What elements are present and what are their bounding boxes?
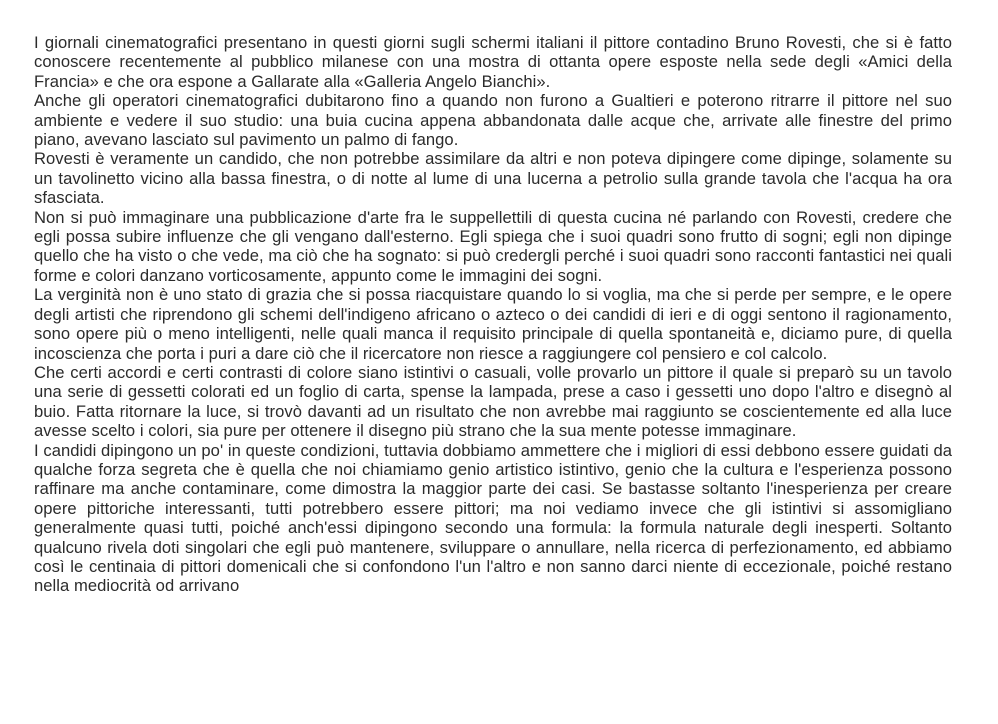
paragraph-chalk-experiment: Che certi accordi e certi contrasti di colore siano istintivi o casuali, volle provarlo un pittore il quale si preparò su un tavolo una serie di gessetti colorati ed un foglio di carta, spense la lampada, prese a caso i gessetti uno dopo l'altro e disegnò al buio. Fatta ritornare la luce, si trovò davanti ad un risultato che non avrebbe mai raggiunto se coscientemente ed alla luce avesse scelto i colori, sia pure per ottenere il disegno più strano che la sua mente potesse immaginare. (34, 362, 952, 441)
paragraph-dreams: Non si può immaginare una pubblicazione d'arte fra le suppellettili di questa cucina né parlando con Rovesti, credere che egli possa subire influenze che gli vengano dall'esterno. Egli spiega che i suoi quadri sono frutto di sogni; egli non dipinge quello che ha visto o che vede, ma ciò che ha sognato: si può credergli perché i suoi quadri sono racconti fantastici nei quali forme e colori danzano vorticosamente, appunto come le immagini dei sogni. (34, 207, 952, 285)
paragraph-cinema-operators: Anche gli operatori cinematografici dubitarono fino a quando non furono a Gualtieri e poterono ritrarre il pittore nel suo ambiente e vedere il suo studio: una buia cucina appena abbandonata dalle acque che, arrivate alle finestre del primo piano, avevano lasciato sul pavimento un palmo di fango. (34, 91, 952, 150)
paragraph-candido: Rovesti è veramente un candido, che non potrebbe assimilare da altri e non poteva dipingere come dipinge, solamente su un tavolinetto vicino alla bassa finestra, o di notte al lume di una lucerna a petrolio sulla grande tavola che l'acqua ha ora sfasciata. (34, 149, 952, 208)
paragraph-candid-painters: I candidi dipingono un po' in queste condizioni, tuttavia dobbiamo ammettere che i migliori di essi debbono essere guidati da qualche forza segreta che è quella che noi chiamiamo genio artistico istintivo, genio che la cultura e l'esperienza possono raffinare ma anche contaminare, come dimostra la maggior parte dei casi. Se bastasse soltanto l'inesperienza per creare opere pittoriche interessanti, tutti potrebbero essere pittori; ma noi vediamo invece che gli istintivi si assomigliano generalmente quasi tutti, poiché anch'essi dipingono secondo una formula: la formula naturale degli inesperti. Soltanto qualcuno rivela doti singolari che egli può mantenere, sviluppare o annullare, nella ricerca di perfezionamento, ed abbiamo così le centinaia di pittori domenicali che si confondono l'un l'altro e non sanno darci niente di eccezionale, poiché restano nella mediocrità od arrivano (34, 440, 952, 596)
article-body (34, 33, 952, 596)
paragraph-rovesti-intro: I giornali cinematografici presentano in questi giorni sugli schermi italiani il pittore contadino Bruno Rovesti, che si è fatto conoscere recentemente al pubblico milanese con una mostra di ottanta opere esposte nella sede degli «Amici della Francia» e che ora espone a Gallarate alla «Galleria Angelo Bianchi». (34, 33, 952, 91)
paragraph-virginity: La verginità non è uno stato di grazia che si possa riacquistare quando lo si voglia, ma che si perde per sempre, e le opere degli artisti che riprendono gli schemi dell'indigeno africano o azteco o dei candidi di ieri e di oggi sentono il ragionamento, sono opere più o meno intelligenti, nelle quali manca il requisito principale di quella spontaneità e, diciamo pure, di quella incoscienza che porta i puri a dare ciò che il ricercatore non riesce a raggiungere col pensiero e col calcolo. (34, 285, 952, 363)
